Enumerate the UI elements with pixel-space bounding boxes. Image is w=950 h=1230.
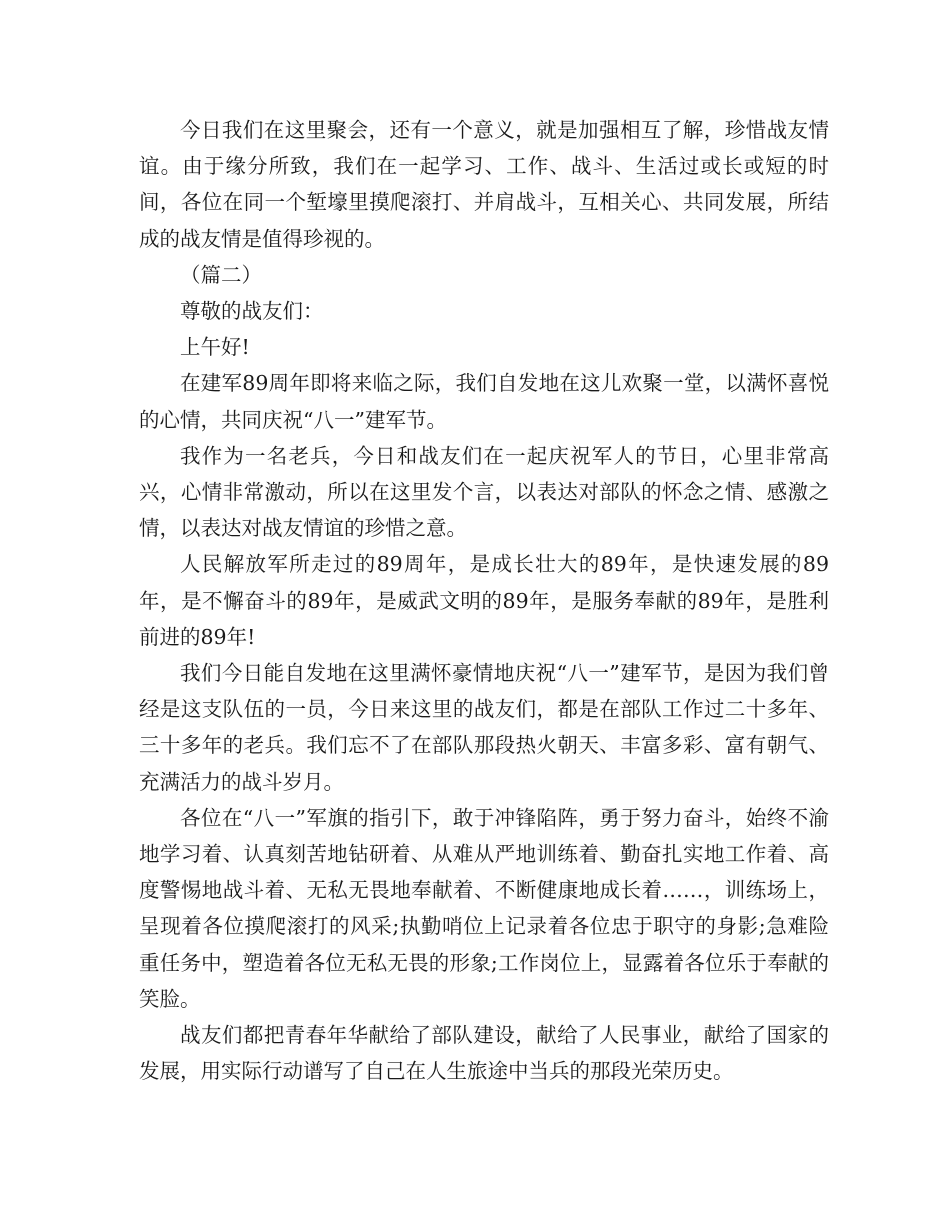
paragraph-89-years: 人民解放军所走过的89周年，是成长壮大的89年，是快速发展的89年，是不懈奋斗的89年，是威武文明的89年，是服务奉献的89年，是胜利前进的89年!	[139, 552, 829, 649]
paragraph-gathering-meaning: 今日我们在这里聚会，还有一个意义，就是加强相互了解，珍惜战友情谊。由于缘分所致，我们在一起学习、工作、战斗、生活过或长或短的时间，各位在同一个堑壕里摸爬滚打、并肩战斗，互相关心、共同发展，所结成的战友情是值得珍视的。	[139, 118, 829, 251]
salutation: 尊敬的战友们：	[180, 299, 324, 324]
greeting: 上午好!	[180, 335, 250, 360]
document-body	[139, 112, 829, 1089]
paragraph-military-flag: 各位在“八一”军旗的指引下，敢于冲锋陷阵，勇于努力奋斗，始终不渝地学习着、认真刻苦地钻研着、从难从严地训练着、勤奋扎实地工作着、高度警惕地战斗着、无私无畏地奉献着、不断健康地成长着……，训练场上，呈现着各位摸爬滚打的风采;执勤哨位上记录着各位忠于职守的身影;急难险重任务中，塑造着各位无私无畏的形象;工作岗位上，显露着各位乐于奉献的笑脸。	[139, 805, 829, 1011]
paragraph-veteran-speech: 我作为一名老兵，今日和战友们在一起庆祝军人的节日，心里非常高兴，心情非常激动，所以在这里发个言，以表达对部队的怀念之情、感激之情，以表达对战友情谊的珍惜之意。	[139, 443, 829, 541]
section-heading-part-two: （篇二）	[180, 262, 262, 287]
paragraph-anniversary: 在建军89周年即将来临之际，我们自发地在这儿欢聚一堂，以满怀喜悦的心情，共同庆祝“八一”建军节。	[139, 371, 829, 432]
paragraph-youth-dedication: 战友们都把青春年华献给了部队建设，献给了人民事业，献给了国家的发展，用实际行动谱写了自己在人生旅途中当兵的那段光荣历史。	[139, 1023, 829, 1084]
paragraph-celebration-reason: 我们今日能自发地在这里满怀豪情地庆祝“八一”建军节，是因为我们曾经是这支队伍的一员，今日来这里的战友们，都是在部队工作过二十多年、三十多年的老兵。我们忘不了在部队那段热火朝天、丰富多彩、富有朝气、充满活力的战斗岁月。	[139, 661, 829, 794]
